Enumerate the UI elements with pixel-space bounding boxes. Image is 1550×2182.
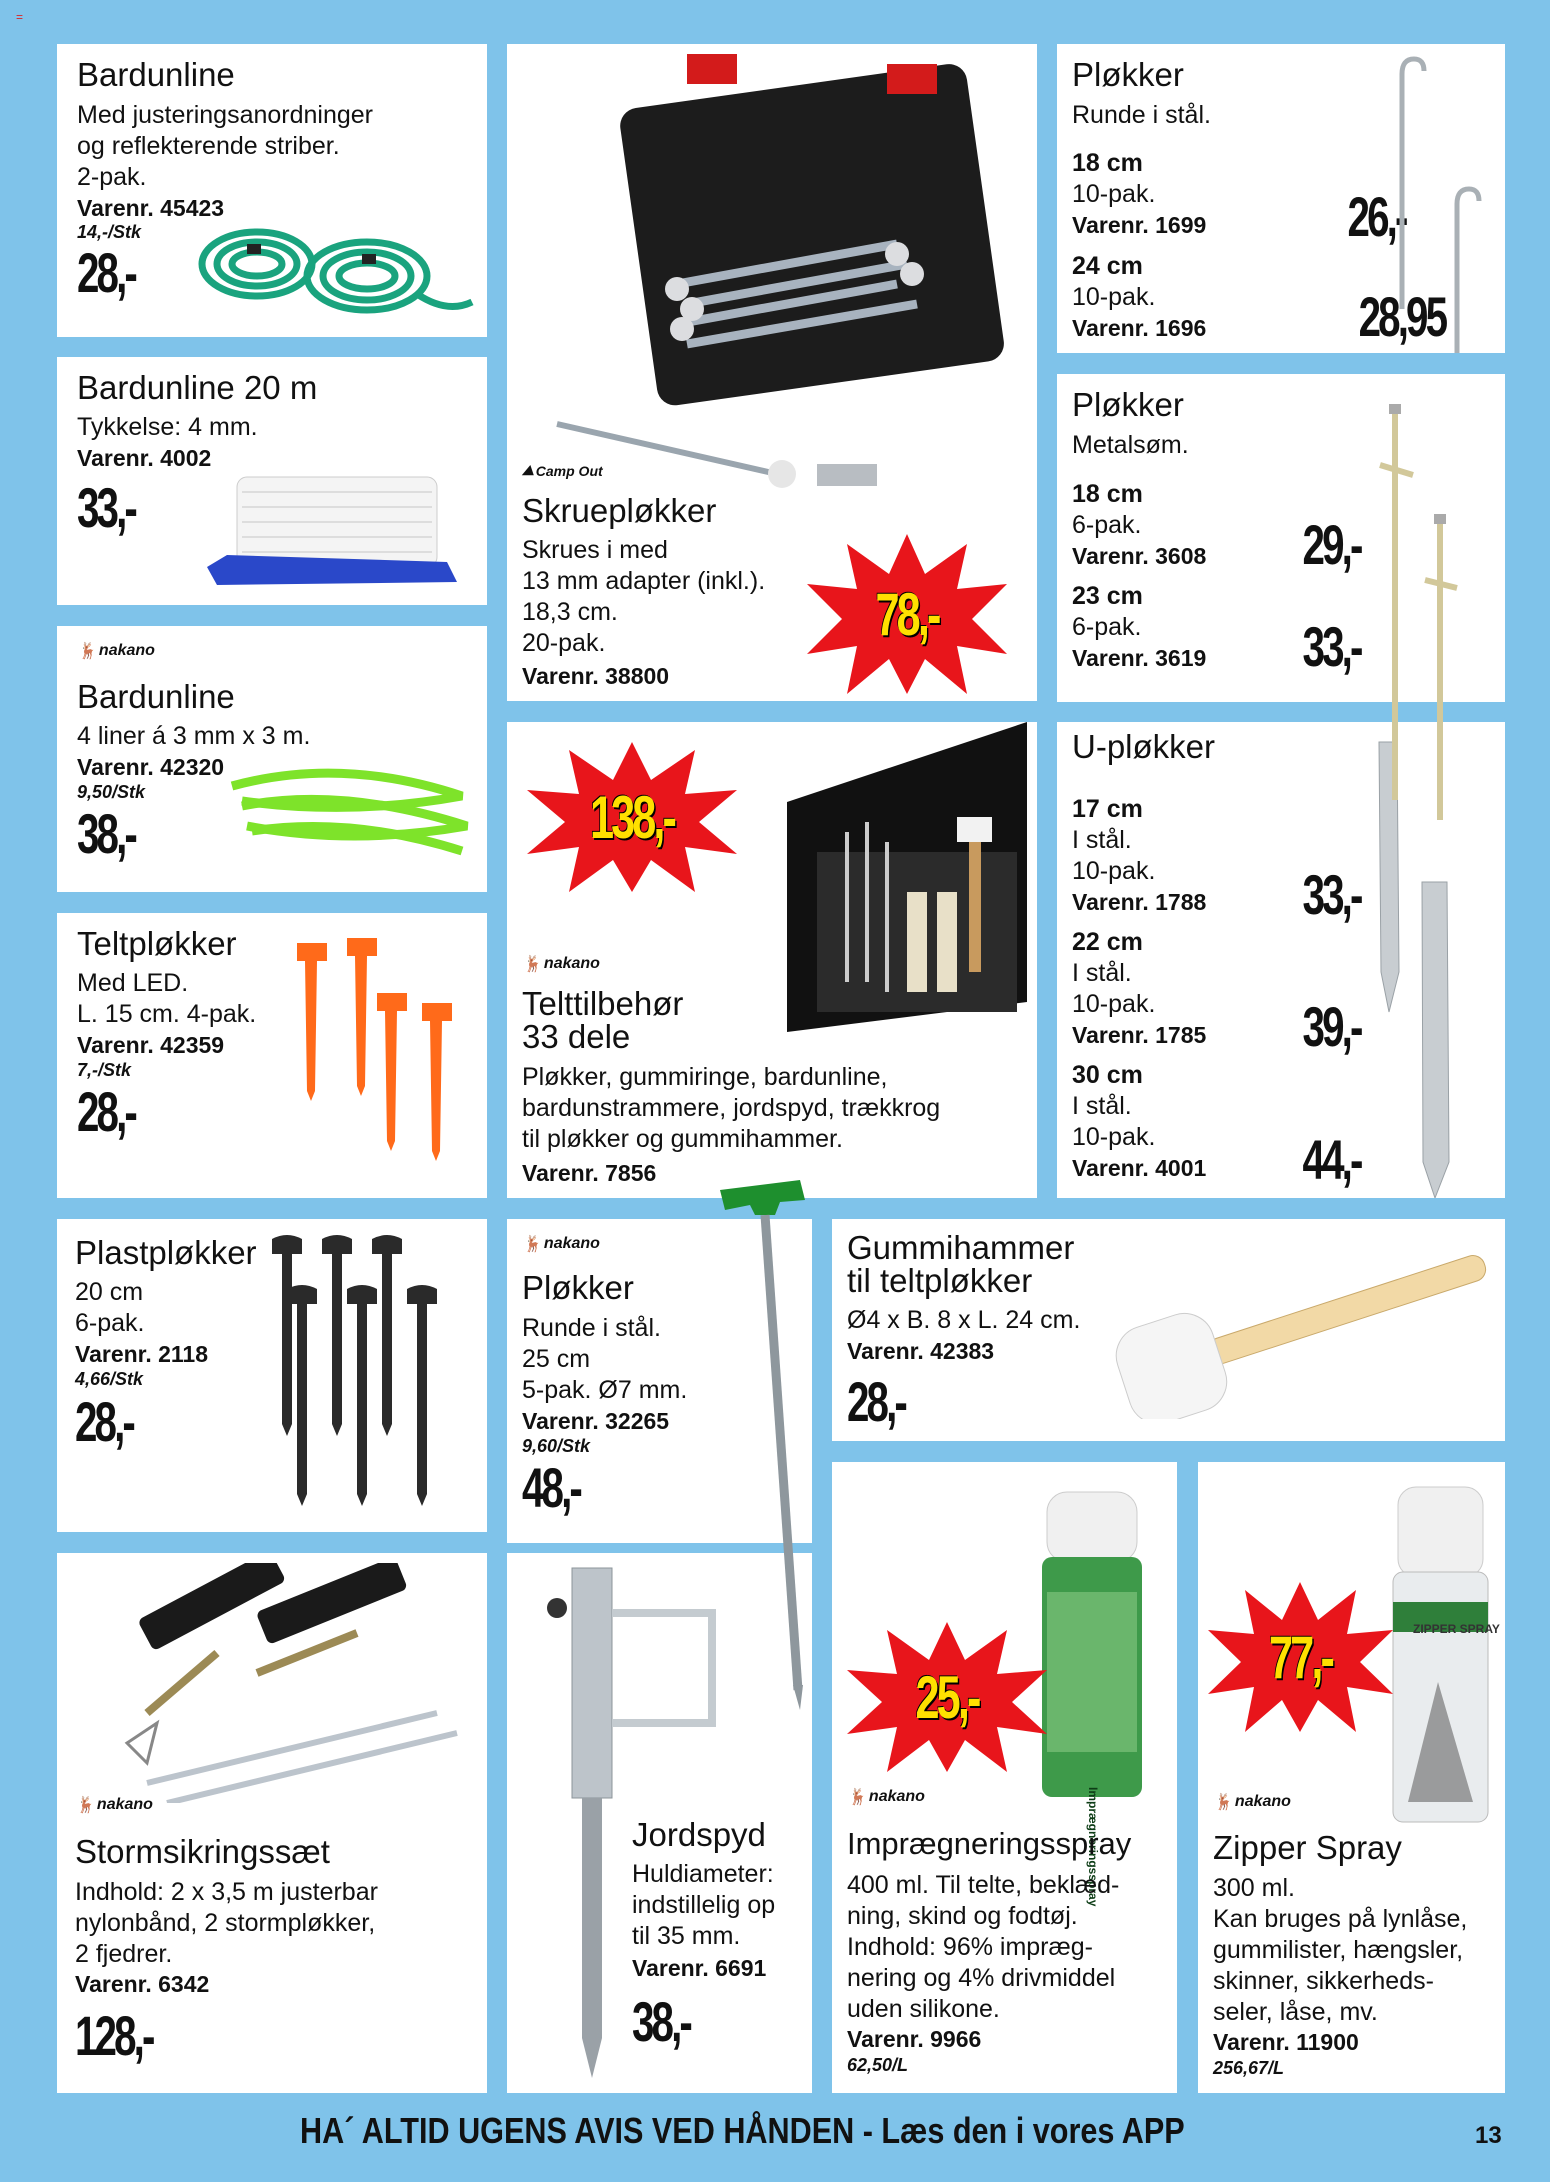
orange-stakes-image [277, 933, 477, 1198]
product-description: Med justeringsanordninger og reflekterende striber. 2-pak. [77, 101, 374, 191]
tool-case-image [517, 44, 1017, 494]
product-sku: Varenr. 6691 [632, 1955, 767, 1981]
product-title: Bardunline 20 m [77, 369, 318, 406]
product-sku: Varenr. 9966 [847, 2026, 982, 2052]
product-description: Huldiameter: indstillelig op til 35 mm. [632, 1860, 776, 1950]
product-subtitle: Runde i stål. [1072, 101, 1211, 129]
unit-price: 4,66/Stk [75, 1369, 144, 1389]
product-card-plokker-stal [1057, 44, 1505, 353]
product-card-teltplokker [57, 913, 487, 1198]
can-label: Imprægneringsspray [1086, 1787, 1100, 1907]
variant-price: 26,- [1347, 185, 1405, 248]
product-sku: Varenr. 38800 [522, 663, 670, 689]
spray-can-zipper-image [1383, 1482, 1503, 1842]
variant-block: 22 cm I stål. 10-pak. Varenr. 1785 [1072, 928, 1207, 1048]
product-price: 28,- [77, 241, 135, 304]
variant-block: 18 cm 10-pak. Varenr. 1699 [1072, 149, 1207, 238]
accessory-bag-image [757, 722, 1037, 1042]
product-price: 33,- [77, 476, 135, 539]
product-price: 28,- [77, 1080, 135, 1143]
product-title: Skruepløkker [522, 492, 717, 529]
deer-icon: 🦌 [847, 1789, 867, 1806]
price-burst [807, 534, 1007, 694]
unit-price: 9,50/Stk [77, 782, 146, 802]
metal-nail-stakes-image [1365, 400, 1475, 820]
product-title: Plastpløkker [75, 1234, 257, 1271]
variant-price: 29,- [1302, 513, 1360, 576]
burst-price: 25,- [915, 1663, 979, 1731]
product-sku: Varenr. 42383 [847, 1338, 995, 1364]
product-sku: Varenr. 4002 [77, 445, 212, 471]
rubber-mallet-image [1082, 1219, 1502, 1419]
product-title: Bardunline [77, 56, 235, 93]
product-card-zipper-spray [1198, 1462, 1505, 2093]
product-price: 28,- [75, 1390, 133, 1453]
mountain-icon: ⛰ [522, 462, 534, 478]
product-card-plastplokker [57, 1219, 487, 1532]
product-description: Tykkelse: 4 mm. [77, 413, 258, 441]
product-card-bardunline-20m [57, 357, 487, 605]
product-sku: Varenr. 42359 [77, 1032, 225, 1058]
spray-can-green-image [1027, 1482, 1177, 1822]
variant-block: 18 cm 6-pak. Varenr. 3608 [1072, 480, 1207, 569]
brand-logo-nakano: 🦌 nakano [77, 642, 155, 660]
price-burst [847, 1622, 1047, 1772]
can-label: ZIPPER SPRAY [1413, 1622, 1500, 1636]
white-rope-spool-image [197, 467, 467, 597]
product-title: Teltpløkker [77, 925, 237, 962]
product-price: 48,- [522, 1456, 580, 1519]
product-description: Pløkker, gummiringe, bardunline, bardunstrammere, jordspyd, trækkrog til pløkker og gummihammer. [522, 1063, 941, 1153]
product-card-bardunline-nakano [57, 626, 487, 892]
product-sku: Varenr. 6342 [75, 1971, 210, 1997]
product-card-stormsikringssaet [57, 1553, 487, 2093]
top-mark: = [16, 10, 24, 24]
burst-price: 138,- [589, 783, 675, 851]
unit-price: 256,67/L [1213, 2058, 1285, 2078]
brand-logo-nakano: 🦌 nakano [75, 1796, 153, 1814]
burst-price: 77,- [1269, 1623, 1332, 1691]
variant-price: 33,- [1302, 615, 1360, 678]
deer-icon: 🦌 [75, 1797, 95, 1814]
product-title: Jordspyd [632, 1816, 766, 1853]
product-title: Imprægneringsspray [847, 1826, 1132, 1861]
deer-icon: 🦌 [77, 643, 97, 660]
storm-kit-image [77, 1563, 477, 1803]
product-card-bardunline [57, 44, 487, 337]
product-card-impraegneringsspray [832, 1462, 1177, 2093]
product-sku: Varenr. 7856 [522, 1160, 657, 1186]
variant-block: 17 cm I stål. 10-pak. Varenr. 1788 [1072, 795, 1207, 915]
page-number: 13 [1475, 2122, 1502, 2149]
product-title: Stormsikringssæt [75, 1833, 330, 1870]
deer-icon: 🦌 [522, 956, 542, 973]
product-description: Runde i stål. 25 cm 5-pak. Ø7 mm. [522, 1314, 688, 1404]
price-burst [527, 742, 737, 892]
product-description: 20 cm 6-pak. [75, 1278, 145, 1337]
product-title: Zipper Spray [1213, 1829, 1402, 1866]
product-sku: Varenr. 11900 [1213, 2029, 1359, 2055]
burst-price: 78,- [875, 580, 939, 648]
product-card-gummihammer [832, 1219, 1505, 1441]
product-description: Skrues i med 13 mm adapter (inkl.). 18,3 cm. 20-pak. [522, 536, 766, 657]
product-sku: Varenr. 45423 [77, 195, 225, 221]
brand-logo-nakano: 🦌 nakano [522, 1235, 600, 1253]
product-title: Bardunline [77, 678, 235, 715]
green-stake-image [700, 1170, 840, 1710]
variant-price: 33,- [1302, 863, 1360, 926]
product-sku: Varenr. 32265 [522, 1408, 670, 1434]
product-description: 4 liner á 3 mm x 3 m. [77, 722, 311, 750]
unit-price: 9,60/Stk [522, 1436, 591, 1456]
variant-block: 23 cm 6-pak. Varenr. 3619 [1072, 582, 1207, 671]
footer-banner: HA´ ALTID UGENS AVIS VED HÅNDEN - Læs den i vores APP [300, 2110, 1185, 2151]
product-title: Pløkker [1072, 386, 1184, 423]
brand-logo-nakano: 🦌 nakano [522, 955, 600, 973]
variant-price: 28,95 [1358, 285, 1445, 348]
brand-logo-nakano: 🦌 nakano [847, 1788, 925, 1806]
product-description: Ø4 x B. 8 x L. 24 cm. [847, 1306, 1081, 1334]
variant-block: 24 cm 10-pak. Varenr. 1696 [1072, 252, 1207, 341]
brand-logo-nakano: 🦌 nakano [1213, 1793, 1291, 1811]
product-sku: Varenr. 42320 [77, 754, 225, 780]
green-rope-image [187, 214, 477, 334]
product-description: Indhold: 2 x 3,5 m justerbar nylonbånd, 2 stormpløkker, 2 fjedrer. [75, 1878, 378, 1968]
product-price: 28,- [847, 1370, 905, 1433]
product-title: Gummihammer til teltpløkker [847, 1229, 1075, 1299]
product-subtitle: Metalsøm. [1072, 431, 1189, 459]
product-title: Pløkker [1072, 56, 1184, 93]
black-plastic-stakes-image [257, 1229, 477, 1529]
unit-price: 62,50/L [847, 2055, 909, 2075]
product-title: Telttilbehør 33 dele [522, 985, 684, 1055]
product-description: Med LED. L. 15 cm. 4-pak. [77, 969, 257, 1028]
unit-price: 7,-/Stk [77, 1060, 132, 1080]
product-card-skrueplokker [507, 44, 1037, 701]
product-title: Pløkker [522, 1269, 634, 1306]
product-description: 300 ml. Kan bruges på lynlåse, gummilister, hængsler, skinner, sikkerheds- seler, låse, mv. [1213, 1874, 1468, 2026]
variant-price: 39,- [1302, 995, 1360, 1058]
product-title: U-pløkker [1072, 728, 1216, 765]
product-card-telttilbehor [507, 722, 1037, 1198]
price-burst [1208, 1582, 1393, 1732]
product-sku: Varenr. 2118 [75, 1341, 209, 1367]
deer-icon: 🦌 [1213, 1794, 1233, 1811]
steel-hook-stakes-image [1357, 44, 1497, 353]
lime-rope-image [222, 746, 482, 876]
product-price: 38,- [77, 802, 135, 865]
unit-price: 14,-/Stk [77, 222, 142, 242]
variant-block: 30 cm I stål. 10-pak. Varenr. 4001 [1072, 1061, 1207, 1181]
brand-logo-campout: ⛰ Camp Out [522, 462, 603, 479]
variant-price: 44,- [1302, 1128, 1360, 1191]
deer-icon: 🦌 [522, 1236, 542, 1253]
product-price: 38,- [632, 1990, 690, 2053]
product-price: 128,- [75, 2004, 153, 2067]
product-description: 400 ml. Til telte, beklæd- ning, skind og fodtøj. Indhold: 96% impræg- nering og 4% drivmiddel uden silikone. [847, 1871, 1120, 2023]
